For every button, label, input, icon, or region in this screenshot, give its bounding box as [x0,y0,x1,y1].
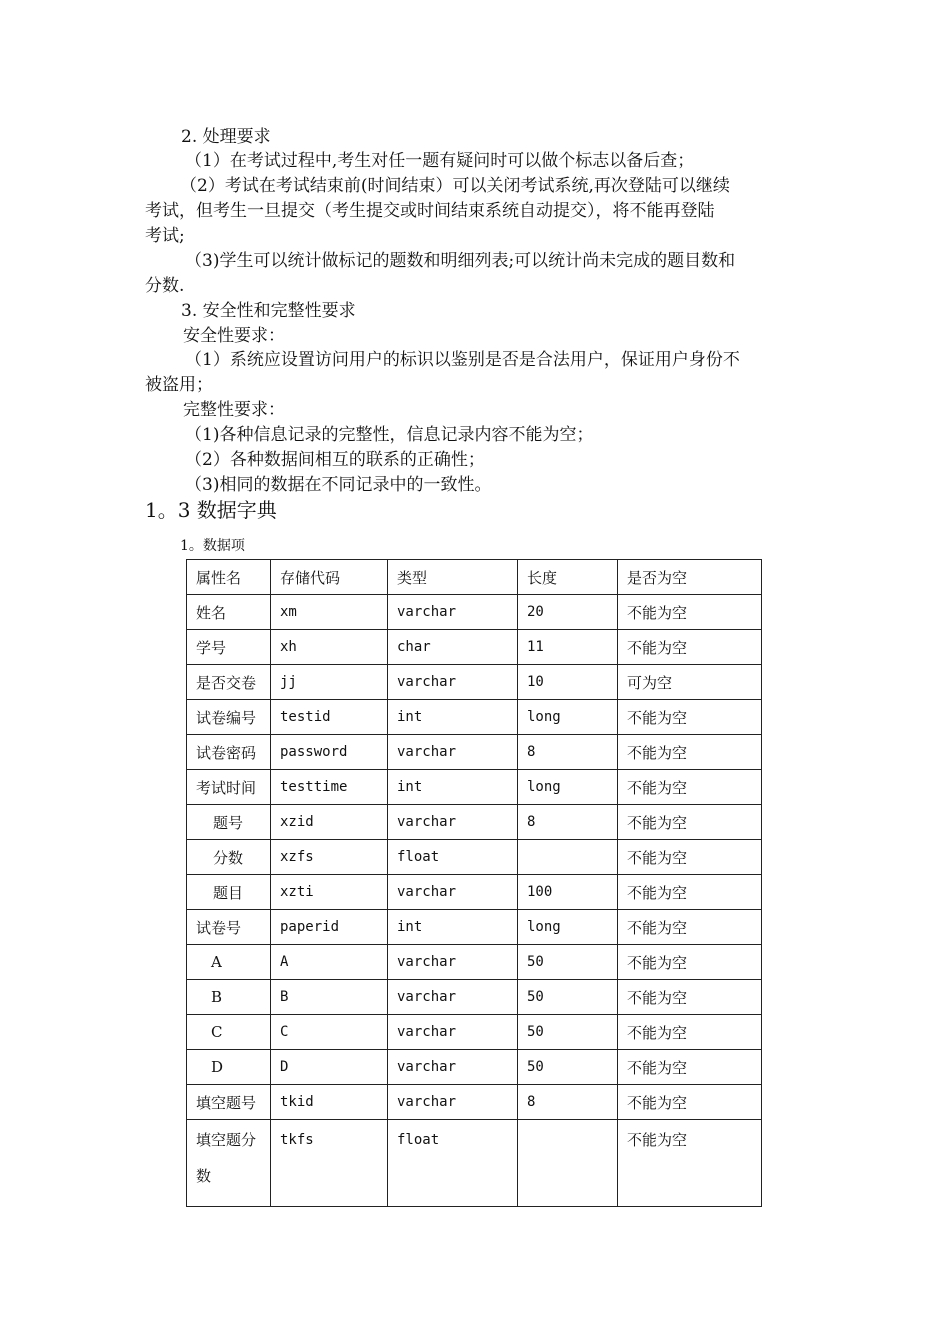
cell-nullable: 不能为空 [618,980,762,1015]
cell-code: jj [271,665,388,700]
cell-code: testtime [271,770,388,805]
cell-nullable: 不能为空 [618,875,762,910]
cell-length [518,1120,618,1207]
cell-code: B [271,980,388,1015]
cell-nullable: 不能为空 [618,910,762,945]
cell-nullable: 不能为空 [618,1050,762,1085]
integrity-label: 完整性要求： [183,400,285,420]
cell-length: 8 [518,805,618,840]
cell-attribute: 是否交卷 [187,665,271,700]
cell-type: varchar [388,595,518,630]
cell-attribute: 题号 [187,805,271,840]
cell-length: 10 [518,665,618,700]
cell-attribute: 题目 [187,875,271,910]
header-cell-code: 存储代码 [271,560,388,595]
cell-length: long [518,770,618,805]
table-header-row [187,560,762,595]
table-row [187,735,762,770]
cell-length: 11 [518,630,618,665]
table-row [187,1120,762,1207]
table-row [187,700,762,735]
cell-nullable: 不能为空 [618,805,762,840]
cell-attribute: 试卷号 [187,910,271,945]
cell-attribute: 试卷编号 [187,700,271,735]
cell-type: char [388,630,518,665]
table-row [187,805,762,840]
cell-code: tkfs [271,1120,388,1207]
cell-type: varchar [388,805,518,840]
security-item1-line1: （1）系统应设置访问用户的标识以鉴别是否是合法用户，保证用户身份不 [185,350,740,370]
table-row [187,1085,762,1120]
integrity-item2: （2）各种数据间相互的联系的正确性； [185,450,485,470]
section2-item2-line1: （2）考试在考试结束前(时间结束）可以关闭考试系统,再次登陆可以继续 [180,176,730,196]
cell-nullable: 不能为空 [618,840,762,875]
cell-nullable: 不能为空 [618,945,762,980]
table-row [187,980,762,1015]
table-row [187,770,762,805]
cell-attribute: D [187,1050,271,1085]
cell-nullable: 不能为空 [618,595,762,630]
cell-length: long [518,910,618,945]
section-heading-data-dictionary: 1。3 数据字典 [145,498,277,522]
cell-code: password [271,735,388,770]
cell-type: varchar [388,1015,518,1050]
cell-length: long [518,700,618,735]
cell-code: xh [271,630,388,665]
header-cell-type: 类型 [388,560,518,595]
section2-item3-line2: 分数. [145,276,185,296]
cell-attribute: 考试时间 [187,770,271,805]
cell-attribute: 填空题号 [187,1085,271,1120]
cell-attribute: 试卷密码 [187,735,271,770]
table-row [187,1015,762,1050]
cell-length: 50 [518,980,618,1015]
header-cell-attribute: 属性名 [187,560,271,595]
cell-length: 100 [518,875,618,910]
cell-code: D [271,1050,388,1085]
section2-item1: （1）在考试过程中,考生对任一题有疑问时可以做个标志以备后查； [185,151,695,171]
cell-nullable: 不能为空 [618,735,762,770]
cell-code: xzti [271,875,388,910]
cell-code: A [271,945,388,980]
cell-code: xm [271,595,388,630]
cell-attribute: C [187,1015,271,1050]
section3-title: 3. 安全性和完整性要求 [181,301,356,321]
cell-type: varchar [388,1050,518,1085]
cell-type: float [388,840,518,875]
section2-title: 2. 处理要求 [181,127,271,147]
table-row [187,945,762,980]
cell-length: 20 [518,595,618,630]
cell-code: C [271,1015,388,1050]
cell-code: testid [271,700,388,735]
table-row [187,875,762,910]
subheading-data-items: 1。数据项 [180,538,245,554]
integrity-item3: （3)相同的数据在不同记录中的一致性。 [185,475,492,495]
cell-type: varchar [388,945,518,980]
cell-type: varchar [388,735,518,770]
cell-type: varchar [388,665,518,700]
cell-code: tkid [271,1085,388,1120]
cell-length: 8 [518,735,618,770]
cell-code: xzid [271,805,388,840]
header-cell-nullable: 是否为空 [618,560,762,595]
cell-length [518,840,618,875]
section2-item2-line3: 考试; [145,226,185,246]
cell-nullable: 不能为空 [618,1085,762,1120]
table-row [187,840,762,875]
cell-type: int [388,910,518,945]
integrity-item1: （1)各种信息记录的完整性，信息记录内容不能为空； [185,425,594,445]
cell-attribute: 学号 [187,630,271,665]
cell-type: int [388,700,518,735]
security-label: 安全性要求： [183,326,285,346]
cell-code: paperid [271,910,388,945]
cell-type: int [388,770,518,805]
table-row [187,910,762,945]
cell-type: float [388,1120,518,1207]
cell-length: 50 [518,945,618,980]
cell-type: varchar [388,980,518,1015]
data-dictionary-table [186,559,762,1207]
cell-length: 50 [518,1050,618,1085]
cell-attribute: 分数 [187,840,271,875]
cell-nullable: 不能为空 [618,1120,762,1207]
cell-type: varchar [388,1085,518,1120]
cell-length: 8 [518,1085,618,1120]
cell-attribute: B [187,980,271,1015]
table-row [187,595,762,630]
cell-nullable: 可为空 [618,665,762,700]
cell-nullable: 不能为空 [618,630,762,665]
table-row [187,630,762,665]
cell-attribute: 填空题分数 [187,1120,271,1207]
cell-type: varchar [388,875,518,910]
cell-nullable: 不能为空 [618,1015,762,1050]
security-item1-line2: 被盗用； [145,375,213,395]
cell-attribute: A [187,945,271,980]
cell-length: 50 [518,1015,618,1050]
cell-attribute: 姓名 [187,595,271,630]
header-cell-length: 长度 [518,560,618,595]
table-row [187,1050,762,1085]
table-row [187,665,762,700]
cell-nullable: 不能为空 [618,700,762,735]
cell-code: xzfs [271,840,388,875]
section2-item3-line1: （3)学生可以统计做标记的题数和明细列表;可以统计尚未完成的题目数和 [185,251,736,271]
cell-nullable: 不能为空 [618,770,762,805]
section2-item2-line2: 考试，但考生一旦提交（考生提交或时间结束系统自动提交），将不能再登陆 [145,201,715,221]
